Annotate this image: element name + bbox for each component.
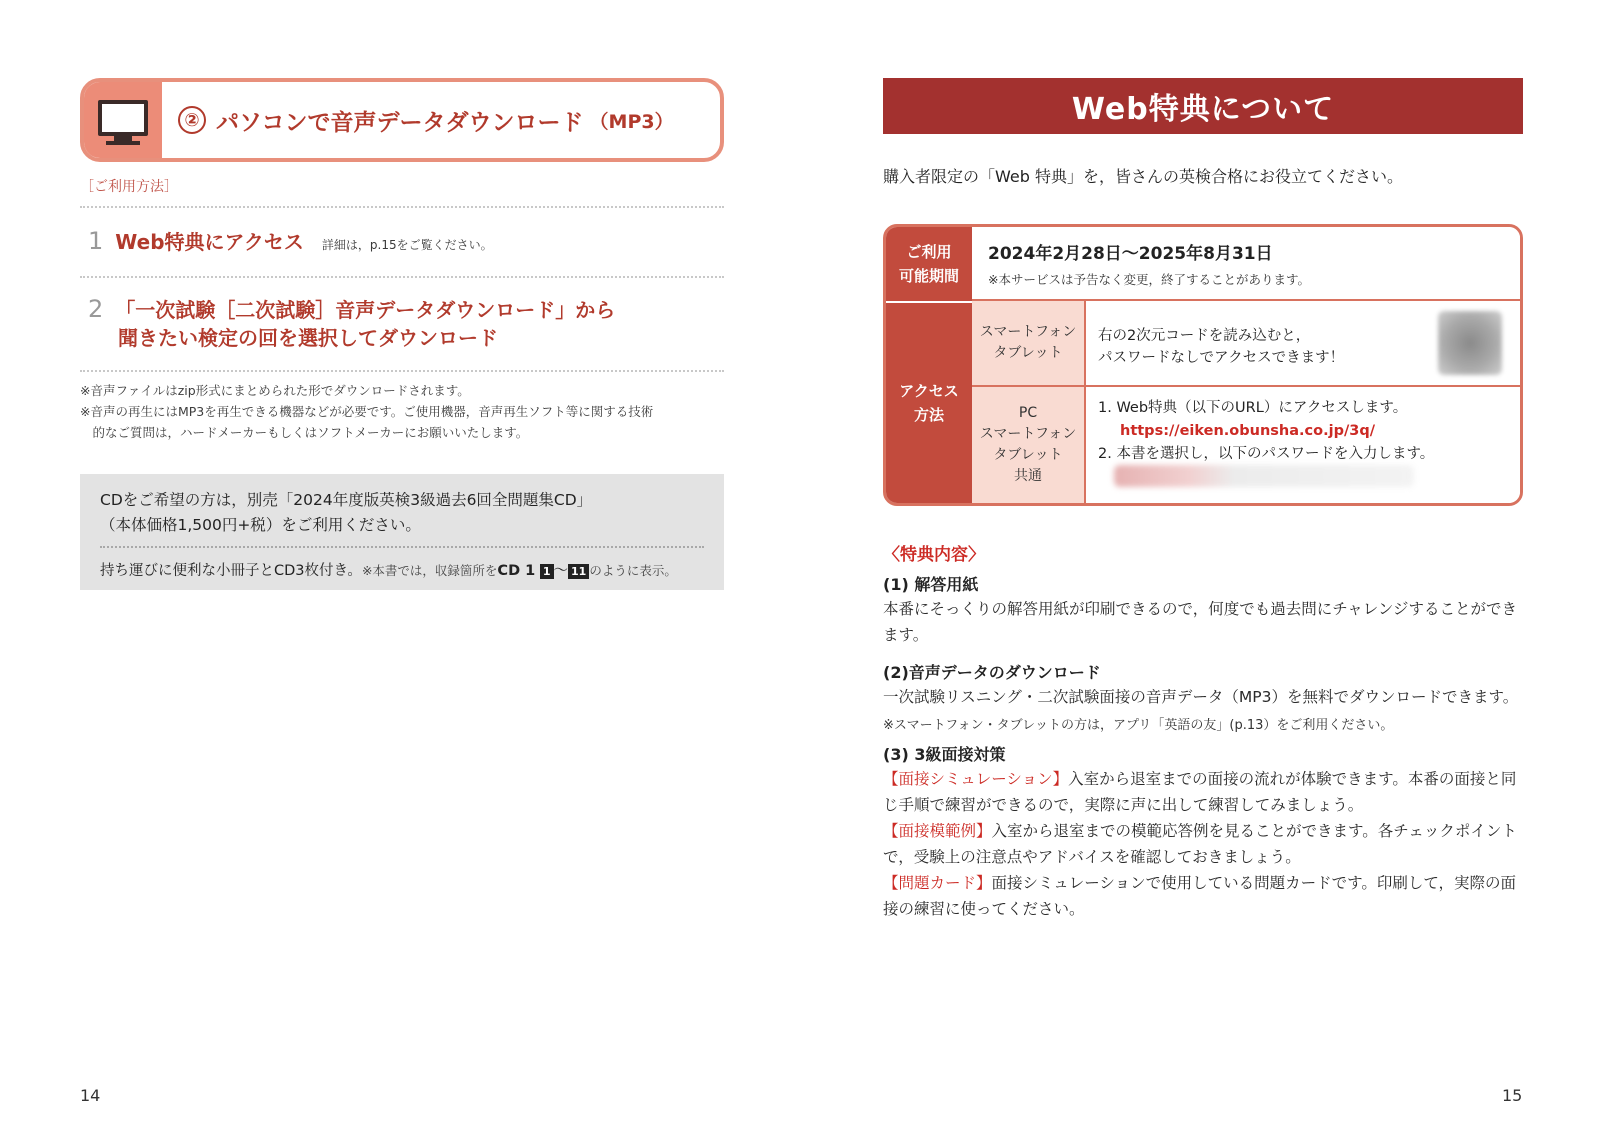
item-3a — [883, 766, 1523, 818]
period-date: 2024年2月28日〜2025年8月31日 — [988, 244, 1273, 264]
page-number-right: 15 — [1502, 1086, 1523, 1105]
pc-header: PC スマートフォン タブレット 共通 — [972, 387, 1086, 503]
period-header: ご利用 可能期間 — [886, 227, 972, 301]
pc-cell — [1086, 387, 1520, 503]
period-cell — [972, 227, 1520, 301]
note-2: ※音声の再生にはMP3を再生できる機器などが必要です。ご使用機器，音声再生ソフト等に関する技術 — [80, 404, 654, 419]
step-2 — [88, 294, 615, 323]
cd-line-3-main: 持ち運びに便利な小冊子とCD3枚付き。 — [100, 563, 362, 579]
item-3c — [883, 870, 1523, 922]
pc-step-2: 2. 本書を選択し，以下のパスワードを入力します。 — [1098, 446, 1435, 462]
item-1-body: 本番にそっくりの解答用紙が印刷できるので，何度でも過去問にチャレンジすることができます。 — [883, 600, 1517, 644]
section-header — [80, 78, 724, 162]
password-redacted — [1114, 465, 1414, 487]
item-3b — [883, 818, 1523, 870]
qr-code-image[interactable] — [1438, 311, 1502, 375]
item-2-heading: (2)音声データのダウンロード — [883, 663, 1101, 682]
item-3a-label: 【面接シミュレーション】 — [883, 770, 1069, 788]
section-title-suffix: （MP3） — [589, 110, 674, 133]
cd-line-3 — [100, 558, 704, 584]
item-3-heading: (3) 3級面接対策 — [883, 745, 1006, 764]
track-badge-start: 1 — [540, 564, 554, 579]
web-bonus-url-link[interactable]: https://eiken.obunsha.co.jp/3q/ — [1120, 423, 1376, 439]
divider — [80, 206, 724, 208]
intro-text: 購入者限定の「Web 特典」を，皆さんの英検合格にお役立てください。 — [883, 167, 1403, 186]
item-3a-body: 入室から退室までの面接の流れが体験できます。本番の面接と同じ手順で練習ができるので，実際に声に出して練習してみましょう。 — [883, 770, 1517, 814]
step-1 — [88, 226, 493, 255]
divider — [80, 370, 724, 372]
usage-label: ［ご利用方法］ — [80, 179, 178, 195]
track-badge-end: 11 — [568, 564, 589, 579]
divider — [80, 276, 724, 278]
item-3b-label: 【面接模範例】 — [883, 822, 992, 840]
cd-line-3-note-post: のように表示。 — [589, 563, 677, 578]
page-number-left: 14 — [80, 1086, 101, 1105]
content-title: 〈特典内容〉 — [883, 545, 985, 565]
step-1-text: Web特典にアクセス — [115, 230, 304, 254]
section-title-text: パソコンで音声データダウンロード — [216, 109, 584, 136]
access-header: アクセス 方法 — [886, 301, 972, 503]
note-1: ※音声ファイルはzip形式にまとめられた形でダウンロードされます。 — [80, 383, 470, 398]
step-1-note: 詳細は，p.15をご覧ください。 — [321, 238, 493, 252]
smartphone-text-2: パスワードなしでアクセスできます！ — [1098, 350, 1345, 366]
smartphone-text-1: 右の2次元コードを読み込むと， — [1098, 328, 1311, 344]
item-3b-body: 入室から退室までの模範応答例を見ることができます。各チェックポイントで，受験上の注意点やアドバイスを確認しておきましょう。 — [883, 822, 1517, 866]
cd-divider — [100, 546, 704, 548]
item-1-heading: (1) 解答用紙 — [883, 575, 979, 594]
item-3c-label: 【問題カード】 — [883, 874, 992, 892]
cd-line-3-note-pre: ※本書では，収録箇所を — [361, 563, 498, 578]
cd-label: CD 1 — [497, 563, 536, 579]
step-2-number: 2 — [88, 295, 104, 323]
cd-info-box — [80, 474, 724, 590]
web-bonus-banner: Web特典について — [883, 78, 1523, 134]
cd-line-2: （本体価格1,500円+税）をご利用ください。 — [100, 516, 421, 534]
smartphone-cell — [1086, 301, 1520, 387]
section-number: ② — [178, 106, 206, 134]
tilde: 〜 — [553, 563, 569, 579]
step-2-line2: 聞きたい検定の回を選択してダウンロード — [118, 326, 498, 350]
note-3: 的なご質問は，ハードメーカーもしくはソフトメーカーにお願いいたします。 — [80, 425, 529, 440]
step-1-number: 1 — [88, 227, 104, 255]
section-title — [178, 82, 674, 158]
item-2-body: 一次試験リスニング・二次試験面接の音声データ（MP3）を無料でダウンロードできます。 — [883, 688, 1519, 706]
cd-line-1: CDをご希望の方は，別売「2024年度版英検3級過去6回全問題集CD」 — [100, 491, 593, 509]
item-2-note: ※スマートフォン・タブレットの方は，アプリ「英語の友」(p.13）をご利用ください。 — [883, 718, 1394, 733]
section-icon-box — [84, 82, 162, 158]
left-page — [0, 0, 760, 1134]
access-info-table — [883, 224, 1523, 506]
smartphone-header: スマートフォン タブレット — [972, 301, 1086, 387]
step-2-line1: 「一次試験［二次試験］音声データダウンロード」から — [115, 298, 616, 322]
item-3c-body: 面接シミュレーションで使用している問題カードです。印刷して，実際の面接の練習に使ってください。 — [883, 874, 1517, 918]
period-note: ※本サービスは予告なく変更，終了することがあります。 — [988, 272, 1310, 287]
pc-step-1: 1. Web特典（以下のURL）にアクセスします。 — [1098, 400, 1408, 416]
